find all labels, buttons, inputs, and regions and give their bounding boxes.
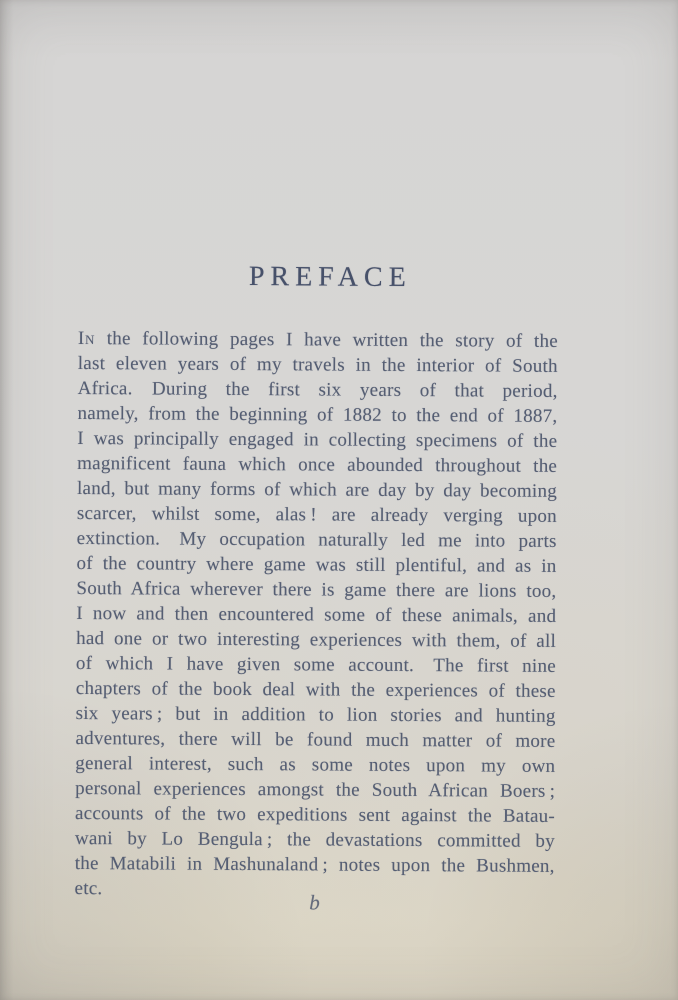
text-line: magnificent fauna which once abounded throughout the: [77, 452, 558, 477]
text-line: Africa. During the first six years of that period,: [77, 377, 558, 402]
text-line: land, but many forms of which are day by day becoming: [76, 477, 558, 502]
text-line: adventures, there will be found much matter of more: [75, 727, 556, 752]
text-line: of the country where game was still plentiful, and as in: [76, 552, 557, 577]
text-line: six years ; but in addition to lion stories and hunting: [75, 702, 556, 727]
text-line: accounts of the two expeditions sent against the Batau-: [74, 802, 556, 827]
text-line: I now and then encountered some of these animals, and: [76, 602, 557, 627]
text-line: general interest, such as some notes upon my own: [75, 752, 556, 777]
printers-signature-mark: b: [309, 890, 320, 915]
page-text-column: [74, 0, 560, 1000]
text-line: etc.: [74, 877, 103, 900]
opening-word-small-caps: In: [77, 327, 96, 350]
preface-title: PREFACE: [248, 261, 412, 294]
preface-paragraph: [74, 326, 558, 904]
text-line: [78, 326, 558, 354]
text-line: South Africa wherever there is game there are lions too,: [76, 577, 557, 602]
text-line: the Matabili in Mashunaland ; notes upon the Bushmen,: [74, 852, 555, 877]
text-line: namely, from the beginning of 1882 to the end of 1887,: [77, 402, 558, 427]
text-line: had one or two interesting experiences with them, of all: [76, 627, 557, 652]
text-line-rest: the following pages I have written the story of the: [95, 328, 558, 352]
text-line: chapters of the book deal with the experiences of these: [75, 677, 556, 702]
text-line: of which I have given some account. The first nine: [75, 652, 557, 677]
text-line: scarcer, whilst some, alas ! are already verging upon: [76, 502, 557, 527]
text-line: extinction. My occupation naturally led me into parts: [76, 527, 557, 552]
text-line: personal experiences amongst the South African Boers ;: [75, 777, 556, 802]
text-line: wani by Lo Bengula ; the devastations committed by: [74, 827, 555, 852]
text-line: I was principally engaged in collecting specimens of the: [77, 427, 558, 452]
text-line: last eleven years of my travels in the interior of South: [77, 352, 558, 377]
